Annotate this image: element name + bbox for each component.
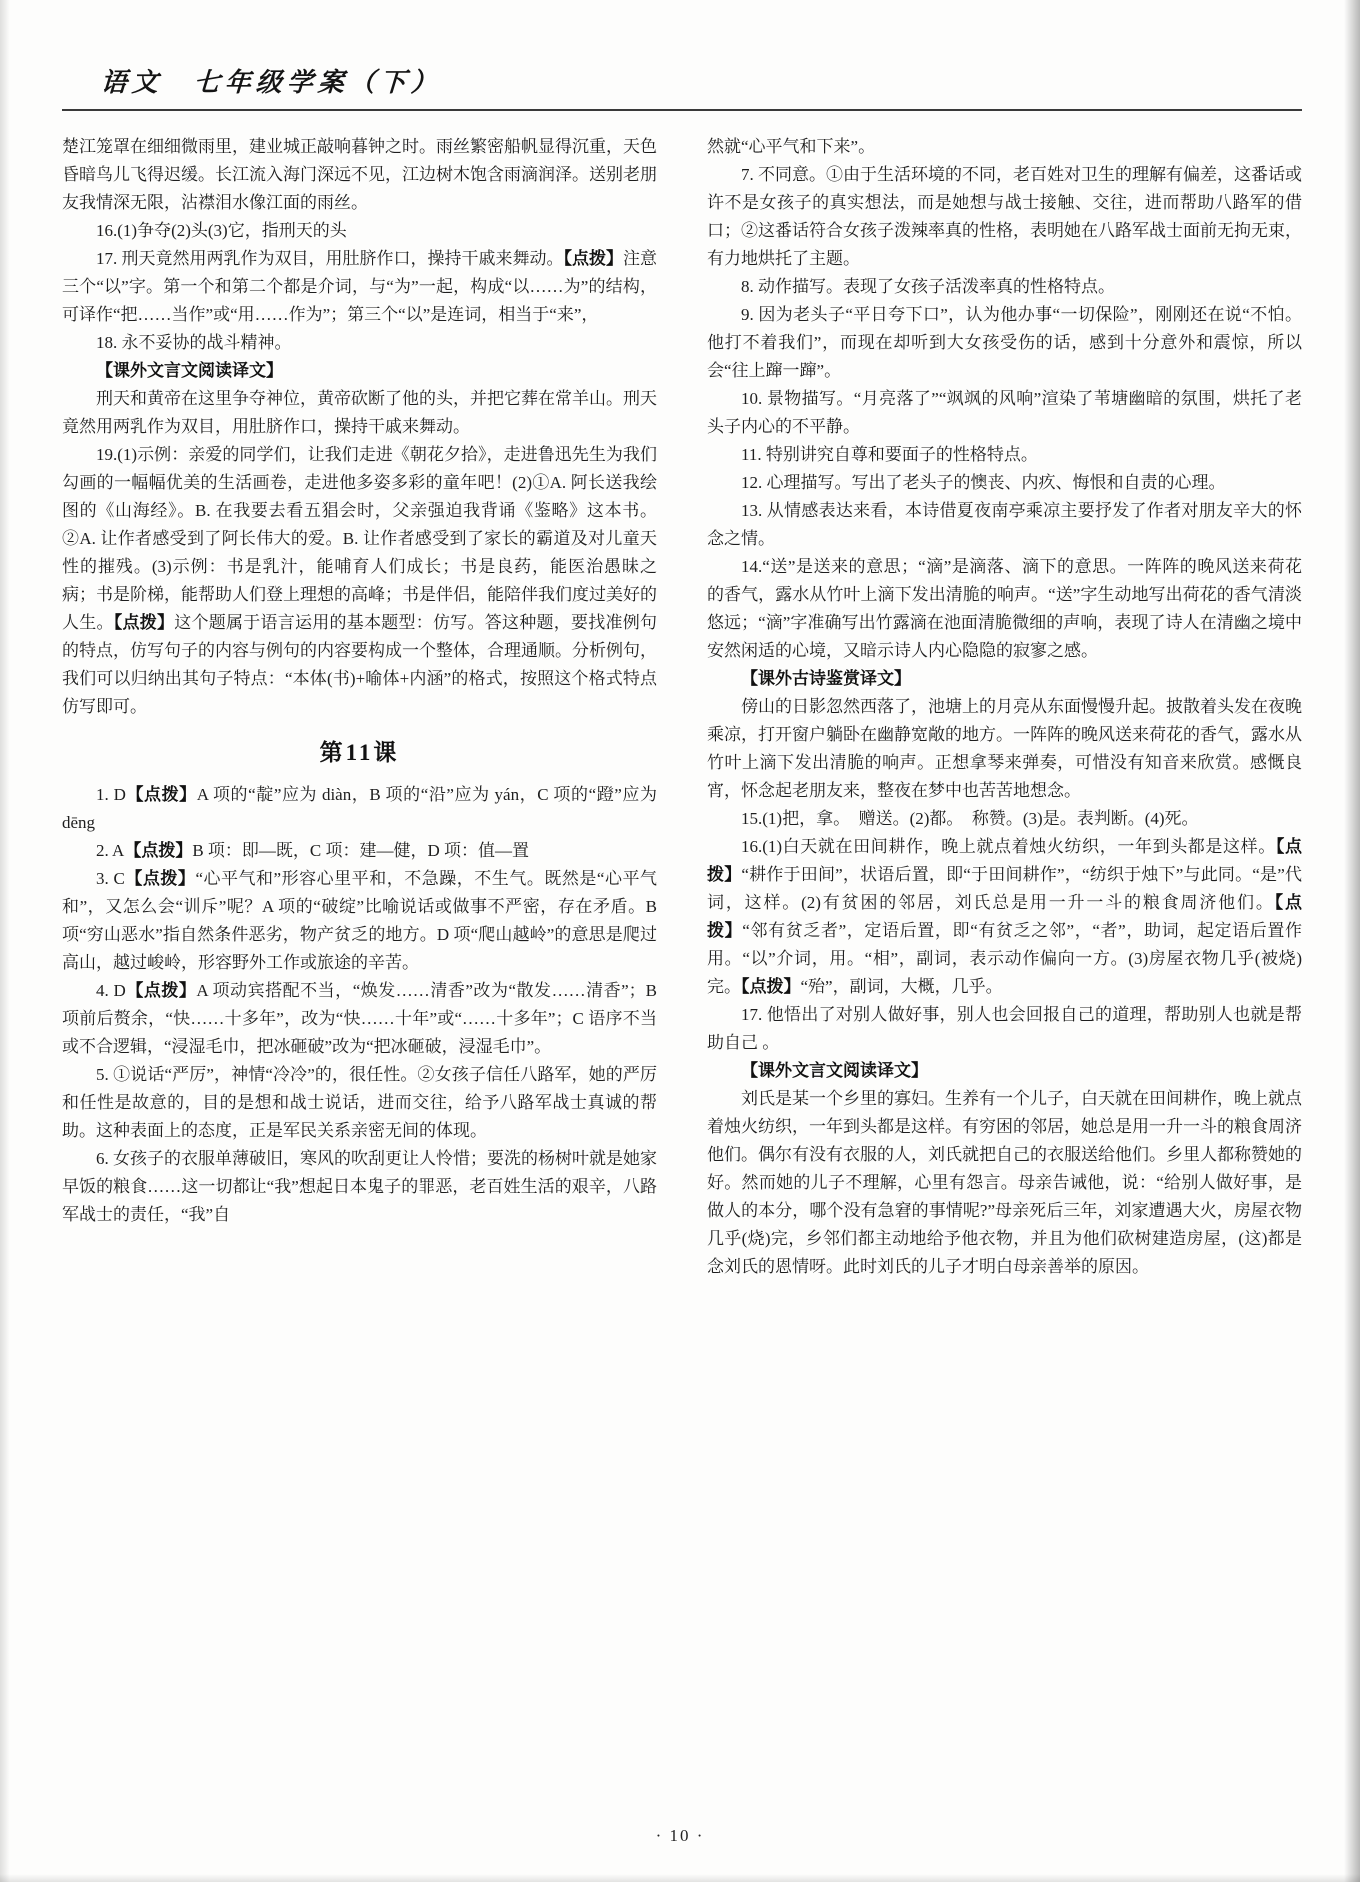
paragraph	[707, 665, 1302, 693]
emphasis-run: 【点拨】	[124, 841, 193, 860]
paragraph: 15.(1)把，拿。 赠送。(2)都。 称赞。(3)是。表判断。(4)死。	[741, 809, 1199, 828]
paragraph: 16.(1)白天就在田间耕作，晚上就点着烛火纺织，一年到头都是这样。【点拨】“耕作于田间”，状语后置，即“于田间耕作”，“纺织于烛下”与此同。“是”代词，这样。(2)有贫困的邻居，刘氏总是用一升一斗的粮食周济他们。【点拨】“邻有贫乏者”，定语后置，即“有贫乏之邻”，“者”，助词，起定语后置作用。“以”介词，用。“相”，副词，表示动作偏向一方。(3)房屋衣物几乎(被烧)完。【点拨】“殆”，副词，大概，几乎。	[707, 837, 1302, 996]
paragraph	[62, 357, 657, 385]
paragraph	[707, 1057, 1302, 1085]
paragraph: 16.(1)争夺(2)头(3)它，指刑天的头	[96, 221, 347, 240]
scan-shadow-right	[1344, 0, 1360, 1882]
book-title: 语文 七年级学案（下）	[100, 68, 443, 97]
paragraph: 19.(1)示例：亲爱的同学们，让我们走进《朝花夕拾》，走进鲁迅先生为我们勾画的一幅幅优美的生活画卷，走进他多姿多彩的童年吧！(2)①A. 阿长送我绘图的《山海经》。B. 在我要去看五猖会时，父亲强迫我背诵《鉴略》这本书。②A. 让作者感受到了阿长伟大的爱。B. 让作者感受到了家长的霸道及对儿童天性的摧残。(3)示例：书是乳汁，能哺育人们成长；书是良药，能医治愚昧之病；书是阶梯，能帮助人们登上理想的高峰；书是伴侣，能陪伴我们度过美好的人生。【点拨】这个题属于语言运用的基本题型：仿写。答这种题，要找准例句的特点，仿写句子的内容与例句的内容要构成一个整体，合理通顺。分析例句，我们可以归纳出其句子特点：“本体(书)+喻体+内涵”的格式，按照这个格式特点仿写即可。	[62, 445, 657, 716]
emphasis-run: 【点拨】	[741, 977, 801, 996]
left-column	[62, 133, 657, 1805]
right-column	[707, 133, 1302, 1805]
emphasis-run: 【点拨】	[124, 869, 196, 888]
paragraph: 6. 女孩子的衣服单薄破旧，寒风的吹刮更让人怜惜；要洗的杨树叶就是她家早饭的粮食……这一切都让“我”想起日本鬼子的罪恶，老百姓生活的艰辛，八路军战士的责任，“我”自	[62, 1149, 657, 1224]
paragraph: 4. D【点拨】A 项动宾搭配不当，“焕发……清香”改为“散发……清香”；B 项前后赘余，“快……十多年”，改为“快……十年”或“……十多年”；C 语序不当或不合逻辑，“浸湿毛巾，把冰砸破”改为“把冰砸破，浸湿毛巾”。	[62, 981, 658, 1056]
paragraph: 1. D【点拨】A 项的“靛”应为 diàn，B 项的“沿”应为 yán，C 项的“蹬”应为 dēng	[62, 785, 658, 832]
emphasis-run: 【点拨】	[707, 837, 1302, 884]
paragraph: 然就“心平气和下来”。	[707, 137, 876, 156]
emphasis-run: 【点拨】	[707, 893, 1302, 940]
emphasis-run: 【课外文言文阅读译文】	[741, 1061, 928, 1080]
paragraph: 5. ①说话“严厉”，神情“冷冷”的，很任性。②女孩子信任八路军，她的严厉和任性是故意的，目的是想和战士说话，进而交往，给予八路军战士真诚的帮助。这种表面上的态度，正是军民关系亲密无间的体现。	[62, 1065, 657, 1140]
emphasis-run: 【课外古诗鉴赏译文】	[741, 669, 911, 688]
emphasis-run: 【点拨】	[563, 249, 623, 268]
paragraph: 7. 不同意。①由于生活环境的不同，老百姓对卫生的理解有偏差，这番话或许不是女孩子的真实想法，而是她想与战士接触、交往，进而帮助八路军的借口；②这番话符合女孩子泼辣率真的性格，表明她在八路军战士面前无拘无束，有力地烘托了主题。	[707, 165, 1302, 268]
emphasis-run: 【点拨】	[125, 981, 197, 1000]
scan-shadow-left	[0, 0, 10, 1882]
paragraph: 2. A【点拨】B 项：即—既，C 项：建—健，D 项：值—置	[96, 841, 530, 860]
paragraph: 8. 动作描写。表现了女孩子活泼率真的性格特点。	[741, 277, 1115, 296]
lesson-heading: 第11课	[319, 740, 400, 765]
paragraph: 楚江笼罩在细细微雨里，建业城正敲响暮钟之时。雨丝繁密船帆显得沉重，天色昏暗鸟儿飞得迟缓。长江流入海门深远不见，江边树木饱含雨滴润泽。送别老朋友我情深无限，沾襟泪水像江面的雨丝。	[62, 137, 657, 212]
page-header	[62, 0, 1302, 111]
paragraph: 13. 从情感表达来看，本诗借夏夜南亭乘凉主要抒发了作者对朋友辛大的怀念之情。	[707, 501, 1302, 548]
header-divider	[62, 109, 1302, 111]
scan-shadow-bottom	[0, 1874, 1360, 1882]
paragraph: 14.“送”是送来的意思；“滴”是滴落、滴下的意思。一阵阵的晚风送来荷花的香气，露水从竹叶上滴下发出清脆的响声。“送”字生动地写出荷花的香气清淡悠远；“滴”字准确写出竹露滴在池面清脆微细的声响，表现了诗人在清幽之境中安然闲适的心境，又暗示诗人内心隐隐的寂寥之感。	[707, 557, 1302, 660]
emphasis-run: 【课外文言文阅读译文】	[96, 361, 283, 380]
page-number: · 10 ·	[655, 1826, 705, 1845]
emphasis-run: 【点拨】	[113, 613, 175, 632]
paragraph: 17. 他悟出了对别人做好事，别人也会回报自己的道理，帮助别人也就是帮助自己 。	[707, 1005, 1302, 1052]
paragraph: 12. 心理描写。写出了老头子的懊丧、内疚、悔恨和自责的心理。	[741, 473, 1226, 492]
paragraph: 刑天和黄帝在这里争夺神位，黄帝砍断了他的头，并把它葬在常羊山。刑天竟然用两乳作为双目，用肚脐作口，操持干戚来舞动。	[62, 389, 657, 436]
paragraph: 9. 因为老头子“平日夸下口”，认为他办事“一切保险”，刚刚还在说“不怕。他打不着我们”，而现在却听到大女孩受伤的话，感到十分意外和震惊，所以会“往上蹿一蹿”。	[707, 305, 1302, 380]
paragraph: 刘氏是某一个乡里的寡妇。生养有一个儿子，白天就在田间耕作，晚上就点着烛火纺织，一年到头都是这样。有穷困的邻居，她总是用一升一斗的粮食周济他们。偶尔有没有衣服的人，刘氏就把自己的衣服送给他们。乡里人都称赞她的好。然而她的儿子不理解，心里有怨言。母亲告诫他，说：“给别人做好事，是做人的本分，哪个没有急窘的事情呢?”母亲死后三年，刘家遭遇大火，房屋衣物几乎(烧)完，乡邻们都主动地给予他衣物，并且为他们砍树建造房屋，(这)都是念刘氏的恩情呀。此时刘氏的儿子才明白母亲善举的原因。	[707, 1089, 1302, 1276]
paragraph: 18. 永不妥协的战斗精神。	[96, 333, 292, 352]
emphasis-run: 【点拨】	[125, 785, 197, 804]
paragraph: 10. 景物描写。“月亮落了”“飒飒的风响”渲染了苇塘幽暗的氛围，烘托了老头子内心的不平静。	[707, 389, 1302, 436]
paragraph: 17. 刑天竟然用两乳作为双目，用肚脐作口，操持干戚来舞动。【点拨】注意三个“以”字。第一个和第二个都是介词，与“为”一起，构成“以……为”的结构，可译作“把……当作”或“用……作为”；第三个“以”是连词，相当于“来”，	[62, 249, 657, 324]
paragraph: 11. 特别讲究自尊和要面子的性格特点。	[741, 445, 1038, 464]
content-columns	[62, 133, 1302, 1805]
paragraph: 傍山的日影忽然西落了，池塘上的月亮从东面慢慢升起。披散着头发在夜晚乘凉，打开窗户躺卧在幽静宽敞的地方。一阵阵的晚风送来荷花的香气，露水从竹叶上滴下发出清脆的响声。正想拿琴来弹奏，可惜没有知音来欣赏。感慨良宵，怀念起老朋友来，整夜在梦中也苦苦地想念。	[707, 697, 1302, 800]
paragraph: 3. C【点拨】“心平气和”形容心里平和，不急躁，不生气。既然是“心平气和”，又怎么会“训斥”呢？A 项的“破绽”比喻说话或做事不严密，存在矛盾。B 项“穷山恶水”指自然条件恶劣，物产贫乏的地方。D 项“爬山越岭”的意思是爬过高山，越过峻岭，形容野外工作或旅途的辛苦。	[62, 869, 657, 972]
